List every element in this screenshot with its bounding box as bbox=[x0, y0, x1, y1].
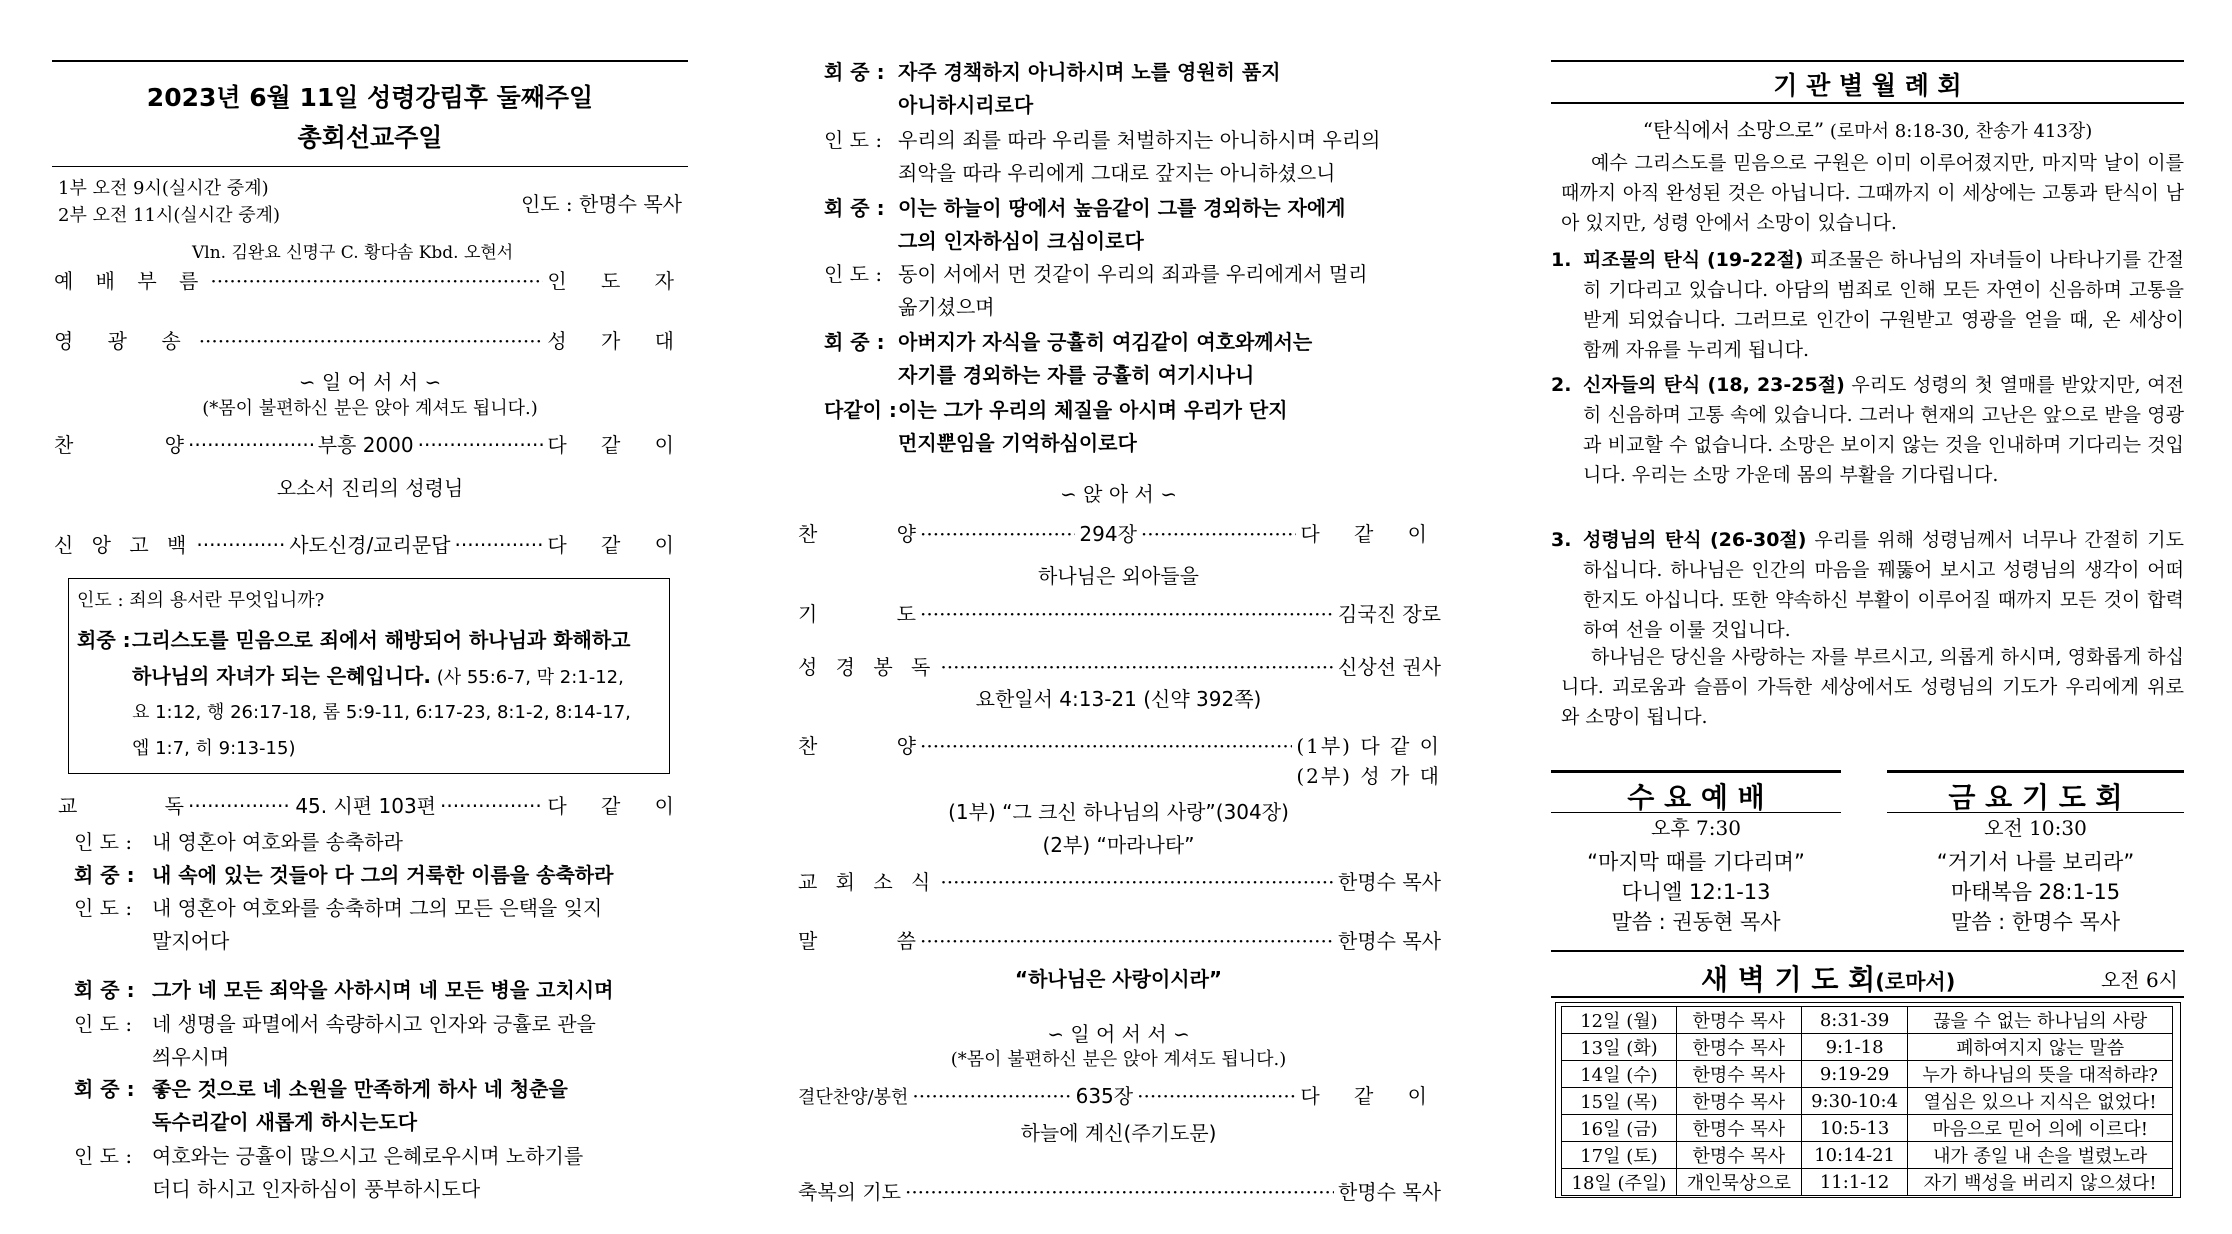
order-call-to-worship: 예 배 부 름 ····· 인 도 자 bbox=[54, 265, 688, 294]
service-leader: 인도 : 한명수 목사 bbox=[520, 192, 682, 216]
reading-line: 아버지가 자식을 긍휼히 여김같이 여호와께서는 bbox=[898, 330, 1313, 354]
anthem-title-1: (1부) “그 크신 하나님의 사랑”(304장) bbox=[948, 800, 1289, 824]
reading-line: 내 영혼아 여호와를 송축하며 그의 모든 은택을 잊지 bbox=[152, 896, 603, 920]
page-title: 2023년 6월 11일 성령강림후 둘째주일 bbox=[146, 83, 594, 112]
schedule-date: 13일 (화) bbox=[1562, 1034, 1677, 1061]
order-responsive-reading: 교 독 ····· 45. 시편 103편 ····· 다 같 이 bbox=[58, 790, 688, 819]
scripture-reference: 요한일서 4:13-21 (신약 392쪽) bbox=[975, 687, 1262, 711]
standing-marker: ∽ 일 어 서 서 ∽ bbox=[298, 370, 442, 394]
reading-speaker: 인 도 : bbox=[74, 896, 133, 920]
service-time-1: 1부 오전 9시(실시간 중계) bbox=[58, 178, 269, 199]
dawn-top-rule bbox=[1551, 950, 2184, 952]
schedule-title: 자기 백성을 버리지 않으셨다! bbox=[1908, 1169, 2173, 1196]
schedule-title: 누가 하나님의 뜻을 대적하랴? bbox=[1908, 1061, 2173, 1088]
dawn-title: 새 벽 기 도 회(로마서) bbox=[1701, 963, 1956, 996]
anthem-choir: (2부) 성 가 대 bbox=[1296, 764, 1441, 788]
reading-line: 자주 경책하지 아니하시며 노를 영원히 품지 bbox=[898, 60, 1281, 84]
meeting-closing: 하나님은 당신을 사랑하는 자를 부르시고, 의롭게 하시며, 영화롭게 하십니다. 괴로움과 슬픔이 가득한 세상에서도 성령님의 기도가 우리에게 위로와 소망이 됩니다. bbox=[1561, 646, 2184, 728]
friday-sermon: “거기서 나를 보리라” bbox=[1936, 850, 2135, 874]
point-number: 2. bbox=[1551, 374, 1572, 396]
order-praise: 찬 양 ····· 부흥 2000 ····· 다 같 이 bbox=[54, 429, 688, 458]
reading-speaker: 인 도 : bbox=[824, 262, 883, 286]
schedule-date: 15일 (목) bbox=[1562, 1088, 1677, 1115]
reading-line: 이는 그가 우리의 체질을 아시며 우리가 단지 bbox=[898, 398, 1288, 422]
standing-note: (*몸이 불편하신 분은 앉아 계셔도 됩니다.) bbox=[202, 398, 538, 419]
meeting-point bbox=[1551, 525, 2184, 645]
reading-speaker: 인 도 : bbox=[74, 830, 133, 854]
point-text: 우리도 성령의 첫 열매를 받았지만, 여전히 신음하며 고통 속에 있습니다. 그러나 현재의 고난은 앞으로 받을 영광과 비교할 수 없습니다. 소망은 보이지 않는 것을 인내하며 기다리는 것입니다. 우리는 소망 가운데 몸의 부활을 기다립니다. bbox=[1583, 374, 2184, 486]
schedule-date: 18일 (주일) bbox=[1562, 1169, 1677, 1196]
schedule-passage: 11:1-12 bbox=[1801, 1169, 1907, 1196]
order-gloria: 영 광 송 ····· 성 가 대 bbox=[54, 325, 688, 354]
schedule-title: 마음으로 믿어 의에 이르다! bbox=[1908, 1115, 2173, 1142]
column-order-of-worship-1 bbox=[52, 0, 688, 1234]
dawn-time: 오전 6시 bbox=[2100, 968, 2178, 992]
reading-line: 이는 하늘이 땅에서 높음같이 그를 경외하는 자에게 bbox=[898, 196, 1346, 220]
standing-note-2: (*몸이 불편하신 분은 앉아 계셔도 됩니다.) bbox=[950, 1049, 1287, 1070]
schedule-passage: 8:31-39 bbox=[1801, 1007, 1907, 1034]
schedule-leader: 한명수 목사 bbox=[1676, 1088, 1801, 1115]
catechism-references-2: 엡 1:7, 히 9:13-15) bbox=[132, 738, 296, 759]
order-hymn: 찬 양 ····· 294장 ····· 다 같 이 bbox=[798, 518, 1441, 547]
offering-hymn-title: 하늘에 계신(주기도문) bbox=[1020, 1121, 1217, 1145]
point-number: 3. bbox=[1551, 529, 1572, 551]
column-order-of-worship-2 bbox=[796, 0, 1441, 1234]
schedule-title: 열심은 있으나 지식은 없었다! bbox=[1908, 1088, 2173, 1115]
reading-line: 동이 서에서 먼 것같이 우리의 죄과를 우리에게서 멀리 bbox=[898, 262, 1368, 286]
order-sermon: 말 씀 ····· 한명수 목사 bbox=[798, 925, 1441, 954]
column-announcements bbox=[1551, 0, 2184, 1234]
schedule-title: 폐하여지지 않는 말씀 bbox=[1908, 1034, 2173, 1061]
schedule-leader: 한명수 목사 bbox=[1676, 1034, 1801, 1061]
reading-speaker: 회 중 : bbox=[824, 196, 885, 220]
musicians: Vln. 김완요 신명구 C. 황다솜 Kbd. 오현서 bbox=[192, 243, 514, 263]
monthly-meeting-heading: 기 관 별 월 례 회 bbox=[1773, 71, 1962, 100]
wednesday-scripture: 다니엘 12:1-13 bbox=[1621, 880, 1771, 904]
standing-marker-2: ∽ 일 어 서 서 ∽ bbox=[1047, 1022, 1190, 1046]
reading-line-continued: 말지어다 bbox=[152, 929, 230, 953]
reading-line-continued: 아니하시리로다 bbox=[898, 93, 1034, 117]
service-time-2: 2부 오전 11시(실시간 중계) bbox=[58, 205, 281, 226]
sitting-marker: ∽ 앉 아 서 ∽ bbox=[1060, 482, 1177, 506]
reading-line: 내 영혼아 여호와를 송축하라 bbox=[152, 830, 403, 854]
schedule-leader: 한명수 목사 bbox=[1676, 1007, 1801, 1034]
friday-title: 금 요 기 도 회 bbox=[1948, 781, 2123, 814]
schedule-row bbox=[1562, 1007, 2173, 1034]
schedule-leader: 한명수 목사 bbox=[1676, 1061, 1801, 1088]
reading-line: 우리의 죄를 따라 우리를 처벌하지는 아니하시며 우리의 bbox=[898, 128, 1381, 152]
catechism-references: 요 1:12, 행 26:17-18, 롬 5:9-11, 6:17-23, 8:1-2, 8:14-17, bbox=[132, 702, 631, 723]
catechism-answer-2: 하나님의 자녀가 되는 은혜입니다. (사 55:6-7, 막 2:1-12, bbox=[132, 664, 624, 688]
order-benediction: 축복의 기도 ····· 한명수 목사 bbox=[798, 1176, 1441, 1205]
reading-speaker: 인 도 : bbox=[74, 1012, 133, 1036]
point-text: 피조물은 하나님의 자녀들이 나타나기를 간절히 기다리고 있습니다. 아담의 범죄로 인해 모든 자연이 신음하며 고통을 받게 되었습니다. 그러므로 인간이 구원받고 영광을 얻을 때, 온 세상이 함께 자유를 누리게 됩니다. bbox=[1583, 249, 2184, 361]
wednesday-service bbox=[1551, 770, 1841, 950]
reading-line-continued: 자기를 경외하는 자를 긍휼히 여기시나니 bbox=[898, 363, 1255, 387]
reading-line: 네 생명을 파멸에서 속량하시고 인자와 긍휼로 관을 bbox=[152, 1012, 596, 1036]
schedule-row bbox=[1562, 1034, 2173, 1061]
schedule-row bbox=[1562, 1142, 2173, 1169]
reading-line: 그가 네 모든 죄악을 사하시며 네 모든 병을 고치시며 bbox=[152, 978, 614, 1002]
schedule-row bbox=[1562, 1115, 2173, 1142]
wednesday-title: 수 요 예 배 bbox=[1627, 781, 1765, 814]
reading-line-continued: 씌우시며 bbox=[152, 1045, 230, 1069]
point-text: 우리를 위해 성령님께서 너무나 간절히 기도하십니다. 하나님은 인간의 마음을 꿰뚫어 보시고 성령님의 생각이 어떠한지도 아십니다. 또한 약속하신 부활이 이루어질 때까지 모든 것이 합력하여 선을 이룰 것입니다. bbox=[1583, 529, 2184, 641]
reading-line: 좋은 것으로 네 소원을 만족하게 하사 네 청춘을 bbox=[152, 1077, 568, 1101]
schedule-row bbox=[1562, 1169, 2173, 1196]
hymn-title: 하나님은 외아들을 bbox=[1038, 564, 1199, 588]
order-confession: 신 앙 고 백 ····· 사도신경/교리문답 ····· 다 같 이 bbox=[54, 529, 688, 558]
top-rule bbox=[52, 60, 688, 62]
schedule-date: 16일 (금) bbox=[1562, 1115, 1677, 1142]
catechism-answer-label: 회중 : bbox=[77, 628, 131, 652]
reading-speaker: 회 중 : bbox=[824, 60, 885, 84]
catechism-answer-1: 그리스도를 믿음으로 죄에서 해방되어 하나님과 화해하고 bbox=[132, 628, 631, 652]
dawn-bottom-rule bbox=[1551, 996, 2184, 998]
reading-line: 여호와는 긍휼이 많으시고 은혜로우시며 노하기를 bbox=[152, 1144, 584, 1168]
reading-speaker: 회 중 : bbox=[74, 978, 135, 1002]
schedule-title: 내가 종일 내 손을 벌렸노라 bbox=[1908, 1142, 2173, 1169]
reading-speaker: 회 중 : bbox=[74, 863, 135, 887]
point-heading: 신자들의 탄식 (18, 23-25절) bbox=[1583, 374, 1845, 396]
heading-bottom-rule bbox=[1551, 102, 2184, 104]
heading-top-rule bbox=[1551, 60, 2184, 62]
wednesday-preacher: 말씀 : 권동현 목사 bbox=[1611, 910, 1781, 934]
schedule-leader: 한명수 목사 bbox=[1676, 1142, 1801, 1169]
schedule-passage: 9:30-10:4 bbox=[1801, 1088, 1907, 1115]
reading-line-continued: 독수리같이 새롭게 하시는도다 bbox=[152, 1110, 418, 1134]
point-heading: 피조물의 탄식 (19-22절) bbox=[1583, 249, 1804, 271]
page-subtitle: 총회선교주일 bbox=[297, 123, 443, 152]
point-heading: 성령님의 탄식 (26-30절) bbox=[1583, 529, 1807, 551]
schedule-date: 14일 (수) bbox=[1562, 1061, 1677, 1088]
title-rule bbox=[52, 166, 688, 167]
reading-line-continued: 더디 하시고 인자하심이 풍부하시도다 bbox=[152, 1177, 481, 1201]
reading-line: 내 속에 있는 것들아 다 그의 거룩한 이름을 송축하라 bbox=[152, 863, 614, 887]
reading-line-continued: 죄악을 따라 우리에게 그대로 갚지는 아니하셨으니 bbox=[898, 161, 1336, 185]
reading-line-continued: 옮기셨으며 bbox=[898, 295, 995, 319]
order-prayer: 기 도 ····· 김국진 장로 bbox=[798, 598, 1441, 627]
order-offering: 결단찬양/봉헌 ····· 635장 ····· 다 같 이 bbox=[798, 1080, 1441, 1109]
meeting-intro: 예수 그리스도를 믿음으로 구원은 이미 이루어졌지만, 마지막 날이 이를 때까지 아직 완성된 것은 아닙니다. 그때까지 이 세상에는 고통과 탄식이 남아 있지만, 성령 안에서 소망이 있습니다. bbox=[1561, 152, 2184, 234]
reading-line-continued: 그의 인자하심이 크심이로다 bbox=[898, 229, 1144, 253]
schedule-passage: 9:1-18 bbox=[1801, 1034, 1907, 1061]
order-anthem: 찬 양 ····· (1부) 다 같 이 bbox=[798, 730, 1441, 759]
schedule-passage: 10:14-21 bbox=[1801, 1142, 1907, 1169]
reading-speaker: 회 중 : bbox=[824, 330, 885, 354]
reading-speaker: 회 중 : bbox=[74, 1077, 135, 1101]
dawn-schedule-table bbox=[1561, 1006, 2173, 1196]
friday-prayer-meeting bbox=[1887, 770, 2184, 950]
reading-line-continued: 먼지뿐임을 기억하심이로다 bbox=[898, 431, 1137, 455]
friday-scripture: 마태복음 28:1-15 bbox=[1950, 880, 2121, 904]
friday-preacher: 말씀 : 한명수 목사 bbox=[1950, 910, 2121, 934]
wednesday-time: 오후 7:30 bbox=[1651, 816, 1741, 840]
schedule-date: 12일 (월) bbox=[1562, 1007, 1677, 1034]
meeting-point bbox=[1551, 370, 2184, 490]
wednesday-sermon: “마지막 때를 기다리며” bbox=[1587, 850, 1805, 874]
order-announcements: 교 회 소 식 ····· 한명수 목사 bbox=[798, 866, 1441, 895]
schedule-leader: 개인묵상으로 bbox=[1676, 1169, 1801, 1196]
meeting-theme: “탄식에서 소망으로” (로마서 8:18-30, 찬송가 413장) bbox=[1642, 118, 2093, 142]
anthem-title-2: (2부) “마라나타” bbox=[1042, 833, 1195, 857]
schedule-passage: 9:19-29 bbox=[1801, 1061, 1907, 1088]
schedule-leader: 한명수 목사 bbox=[1676, 1115, 1801, 1142]
praise-title: 오소서 진리의 성령님 bbox=[276, 476, 464, 500]
schedule-row bbox=[1562, 1088, 2173, 1115]
order-scripture-reading: 성 경 봉 독 ····· 신상선 권사 bbox=[798, 651, 1441, 680]
friday-time: 오전 10:30 bbox=[1984, 816, 2087, 840]
sermon-title: “하나님은 사랑이시라” bbox=[1014, 967, 1223, 991]
reading-speaker: 다같이 : bbox=[824, 398, 897, 422]
point-number: 1. bbox=[1551, 249, 1572, 271]
schedule-title: 끊을 수 없는 하나님의 사랑 bbox=[1908, 1007, 2173, 1034]
reading-speaker: 인 도 : bbox=[74, 1144, 133, 1168]
schedule-date: 17일 (토) bbox=[1562, 1142, 1677, 1169]
reading-speaker: 인 도 : bbox=[824, 128, 883, 152]
meeting-point bbox=[1551, 245, 2184, 365]
schedule-row bbox=[1562, 1061, 2173, 1088]
catechism-question: 인도 : 죄의 용서란 무엇입니까? bbox=[77, 590, 325, 611]
schedule-passage: 10:5-13 bbox=[1801, 1115, 1907, 1142]
